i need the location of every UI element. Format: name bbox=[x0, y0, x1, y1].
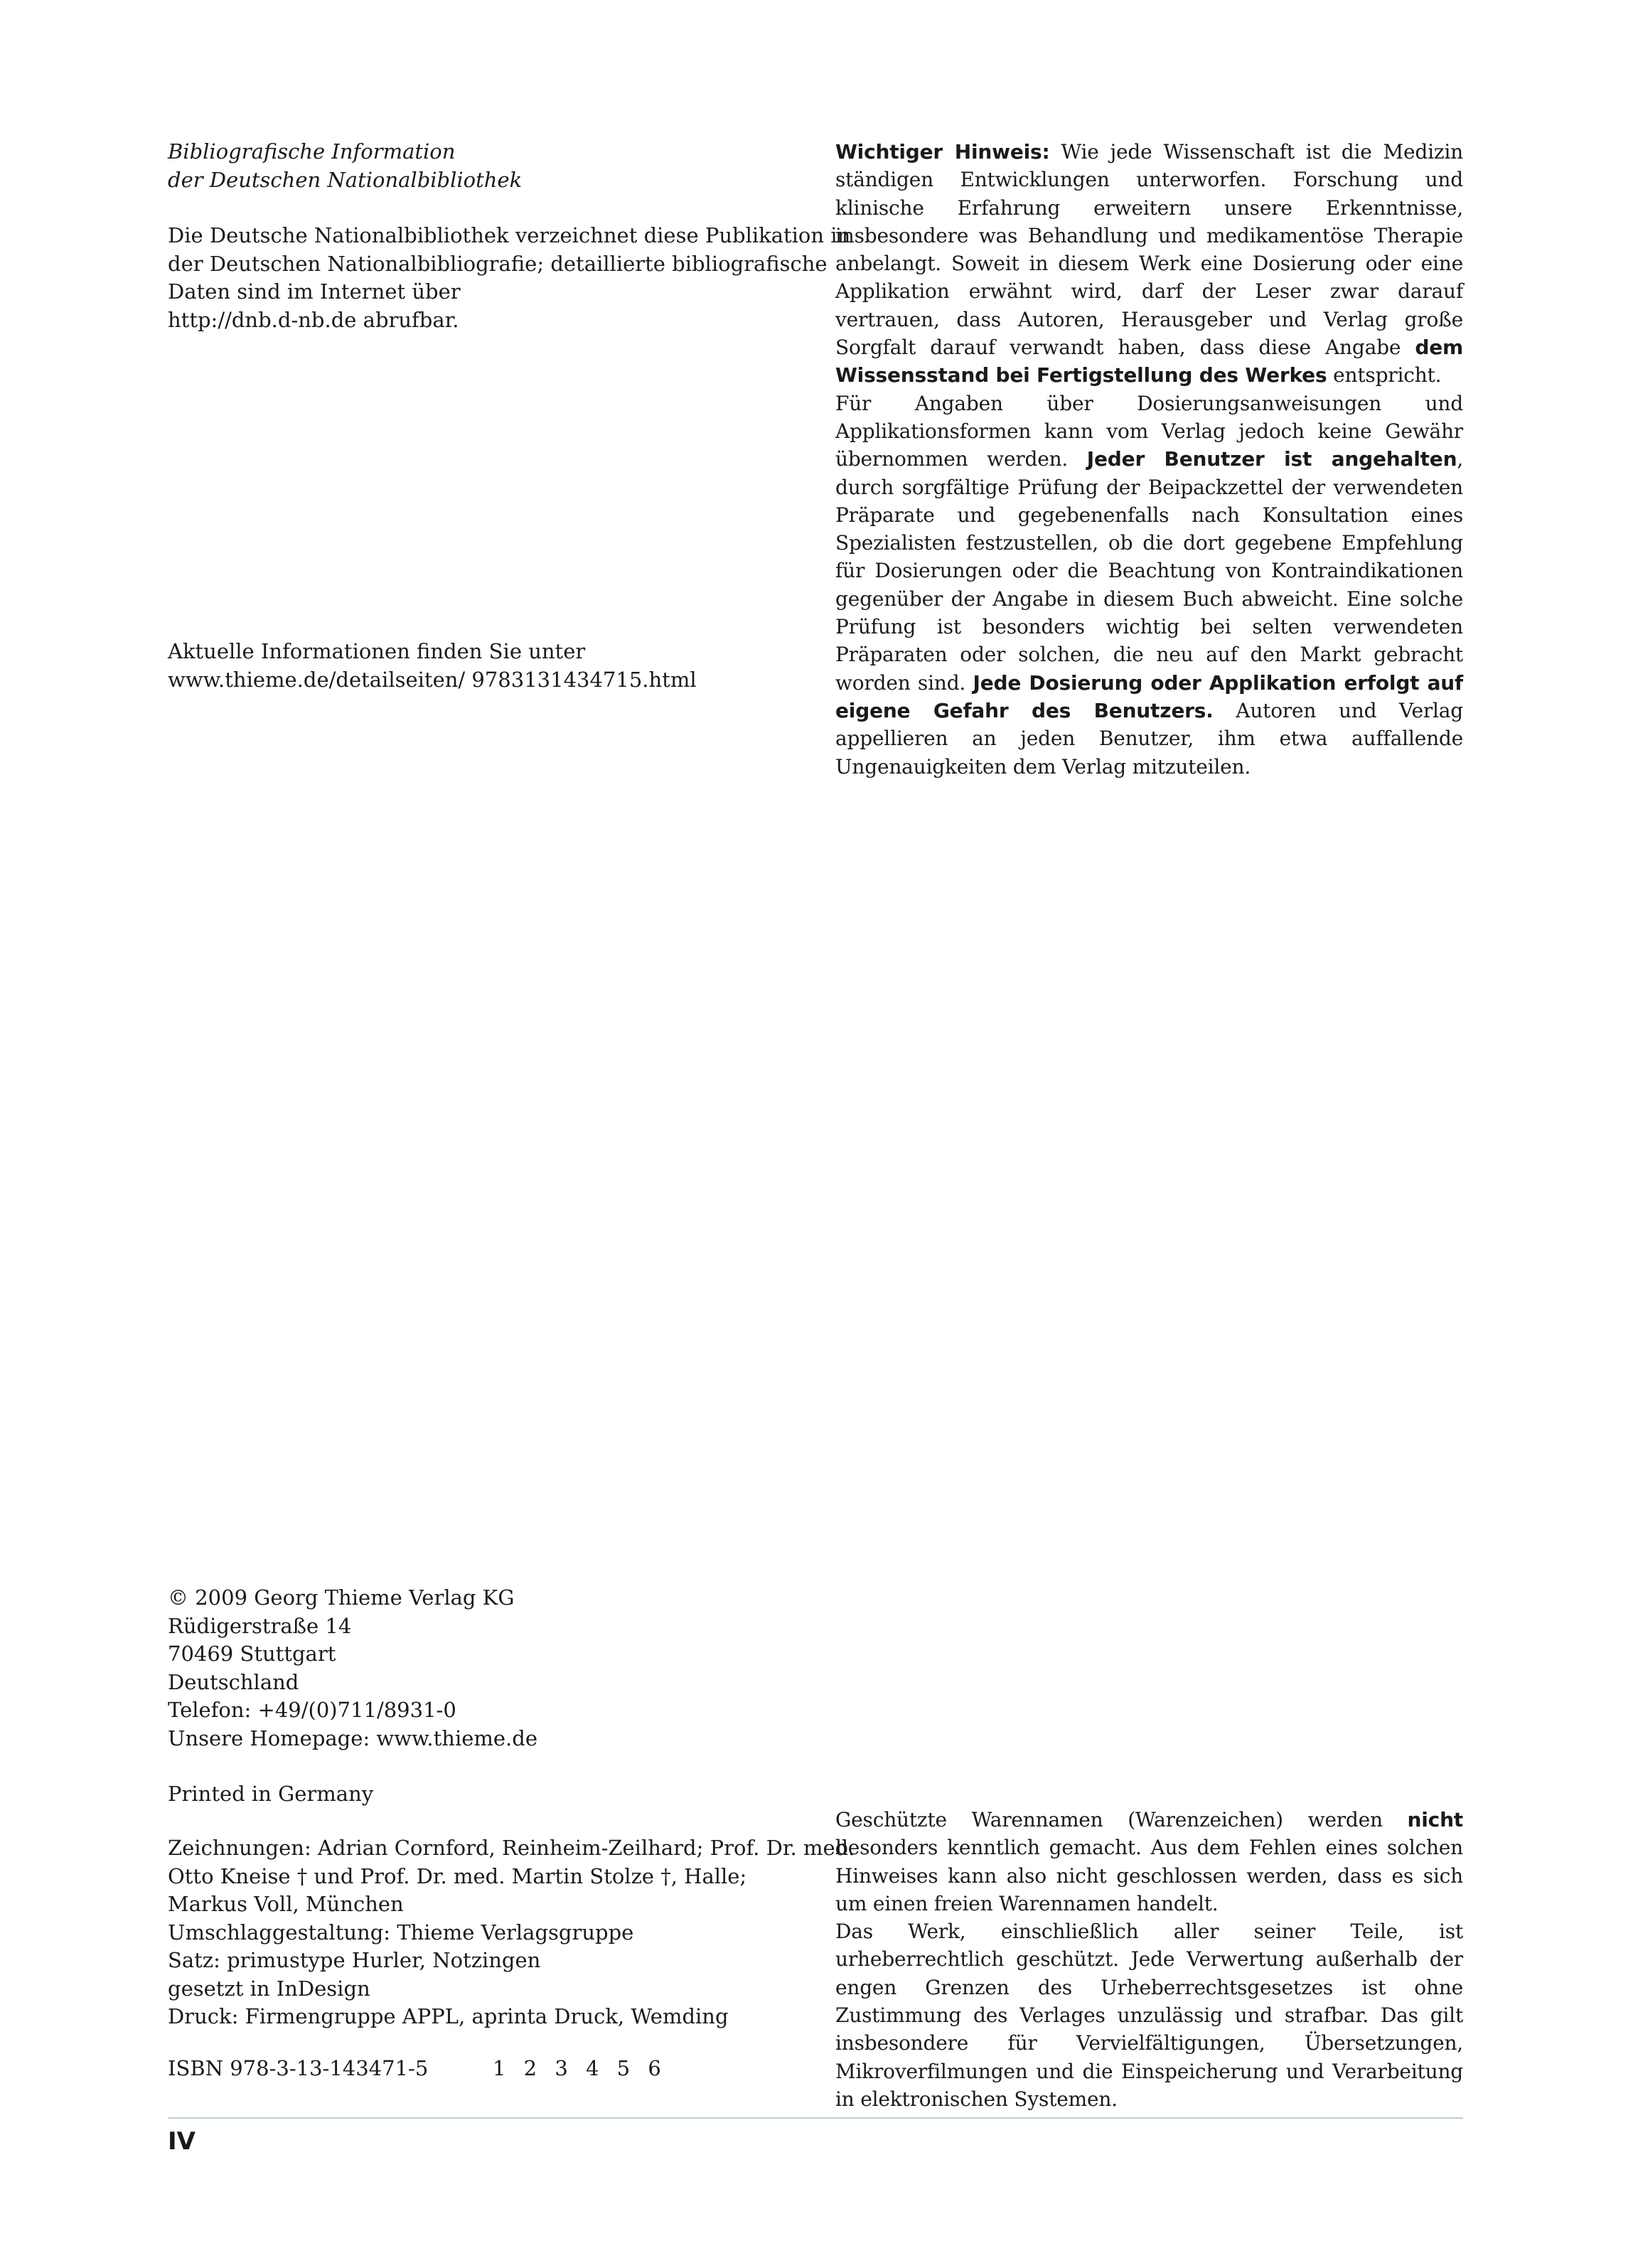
bib-info-text-line2: der Deutschen Nationalbibliografie; detaillierte bibliografische bbox=[168, 251, 828, 276]
credits-line7: Druck: Firmengruppe APPL, aprinta Druck, Wemding bbox=[168, 2004, 729, 2028]
credits-line1: Zeichnungen: Adrian Cornford, Reinheim-Zeilhard; Prof. Dr. med. bbox=[168, 1836, 855, 1860]
footer-rule bbox=[168, 2117, 1463, 2119]
trademark-notice bbox=[835, 1806, 1463, 2113]
current-info-url: www.thieme.de/detailseiten/ 9783131434715.html bbox=[168, 667, 697, 692]
important-notice bbox=[835, 138, 1463, 781]
publisher-city: 70469 Stuttgart bbox=[168, 1642, 336, 1666]
credits-line6: gesetzt in InDesign bbox=[168, 1976, 370, 2001]
print-run: 1 2 3 4 5 6 bbox=[493, 2056, 667, 2080]
publisher-street: Rüdigerstraße 14 bbox=[168, 1613, 352, 1638]
notice-paragraph-1 bbox=[835, 138, 1463, 390]
bib-info bbox=[168, 138, 851, 334]
credits-line2: Otto Kneise † und Prof. Dr. med. Martin Stolze †, Halle; bbox=[168, 1863, 747, 1888]
bib-info-url: http://dnb.d-nb.de abrufbar. bbox=[168, 307, 459, 332]
publisher-country: Deutschland bbox=[168, 1669, 299, 1694]
credits-line4: Umschlaggestaltung: Thieme Verlagsgruppe bbox=[168, 1920, 634, 1945]
bib-info-text-line3: Daten sind im Internet über bbox=[168, 279, 461, 304]
notice-label: Wichtiger Hinweis: bbox=[835, 140, 1050, 164]
notice-paragraph-2 bbox=[835, 390, 1463, 781]
publisher-homepage: Unsere Homepage: www.thieme.de bbox=[168, 1726, 538, 1750]
credits-line3: Markus Voll, München bbox=[168, 1892, 404, 1916]
trademark-paragraph-1 bbox=[835, 1806, 1463, 1917]
notice-p2-text-2: , durch sorgfältige Prüfung der Beipackzettel der verwendeten Präparate und gegebenenfalls nach Konsultation eines Spezialisten festzustellen, ob die dort gegebene Empfehlung für Dosierungen oder die Beachtung von Kontraindikationen gegenüber der Angabe in diesem Buch abweicht. Eine solche Prüfung ist besonders wichtig bei selten verwendeten Präparaten oder solchen, die neu auf den Markt gebracht worden sind. bbox=[835, 447, 1464, 695]
publisher-copyright: © 2009 Georg Thieme Verlag KG bbox=[168, 1585, 515, 1610]
trademark-p1-text: Geschützte Warennamen (Warenzeichen) werden bbox=[835, 1808, 1408, 1831]
isbn: ISBN 978-3-13-143471-5 bbox=[168, 2056, 429, 2080]
trademark-p1-end: besonders kenntlich gemacht. Aus dem Fehlen eines solchen Hinweises kann also nicht geschlossen werden, dass es sich um einen freien Warennamen handelt. bbox=[835, 1836, 1463, 1915]
notice-p2-bold-2: Jede Dosierung oder Applikation erfolgt auf eigene Gefahr des Benutzers. bbox=[835, 670, 1464, 722]
current-info bbox=[168, 638, 786, 694]
notice-p2-text: Für Angaben über Dosierungsanweisungen und Applikationsformen kann vom Verlag jedoch keine Gewähr übernommen werden. bbox=[835, 391, 1463, 471]
publisher-phone: Telefon: +49/(0)711/8931-0 bbox=[168, 1698, 456, 1722]
printed-in: Printed in Germany bbox=[168, 1782, 374, 1806]
current-info-line1: Aktuelle Informationen finden Sie unter bbox=[168, 639, 586, 663]
notice-p1-bold: dem Wissensstand bei Fertigstellung des Werkes bbox=[835, 336, 1463, 387]
bib-info-heading-line1: Bibliografische Information bbox=[168, 139, 456, 164]
notice-p2-bold-1: Jeder Benutzer ist angehalten bbox=[1086, 447, 1457, 471]
bib-info-text-line1: Die Deutsche Nationalbibliothek verzeichnet diese Publikation in bbox=[168, 223, 851, 247]
notice-p1-text: Wie jede Wissenschaft ist die Medizin ständigen Entwicklungen unterworfen. Forschung und klinische Erfahrung erweitern unsere Erkenntnisse, insbesondere was Behandlung und medikamentöse Therapie anbelangt. Soweit in diesem Werk eine Dosierung oder eine Applikation erwähnt wird, darf der Leser zwar darauf vertrauen, dass Autoren, Herausgeber und Verlag große Sorgfalt darauf verwandt haben, dass diese Angabe bbox=[835, 140, 1463, 360]
credits-line5: Satz: primustype Hurler, Notzingen bbox=[168, 1948, 541, 1972]
page-number: IV bbox=[168, 2127, 196, 2156]
notice-p1-end: entspricht. bbox=[1327, 363, 1442, 387]
notice-p2-end: Autoren und Verlag appellieren an jeden Benutzer, ihm etwa auffallende Ungenauigkeiten dem Verlag mitzuteilen. bbox=[835, 698, 1463, 779]
trademark-p1-bold: nicht bbox=[1407, 1808, 1463, 1831]
credits bbox=[168, 1834, 855, 2031]
publisher-imprint bbox=[168, 1584, 786, 1809]
isbn-row bbox=[168, 2055, 667, 2083]
bib-info-heading-line2: der Deutschen Nationalbibliothek bbox=[168, 167, 523, 192]
trademark-paragraph-2: Das Werk, einschließlich aller seiner Teile, ist urheberrechtlich geschützt. Jede Verwertung außerhalb der engen Grenzen des Urheberrechtsgesetzes ist ohne Zustimmung des Verlages unzulässig und strafbar. Das gilt insbesondere für Vervielfältigungen, Übersetzungen, Mikroverfilmungen und die Einspeicherung und Verarbeitung in elektronischen Systemen. bbox=[835, 1920, 1463, 2111]
